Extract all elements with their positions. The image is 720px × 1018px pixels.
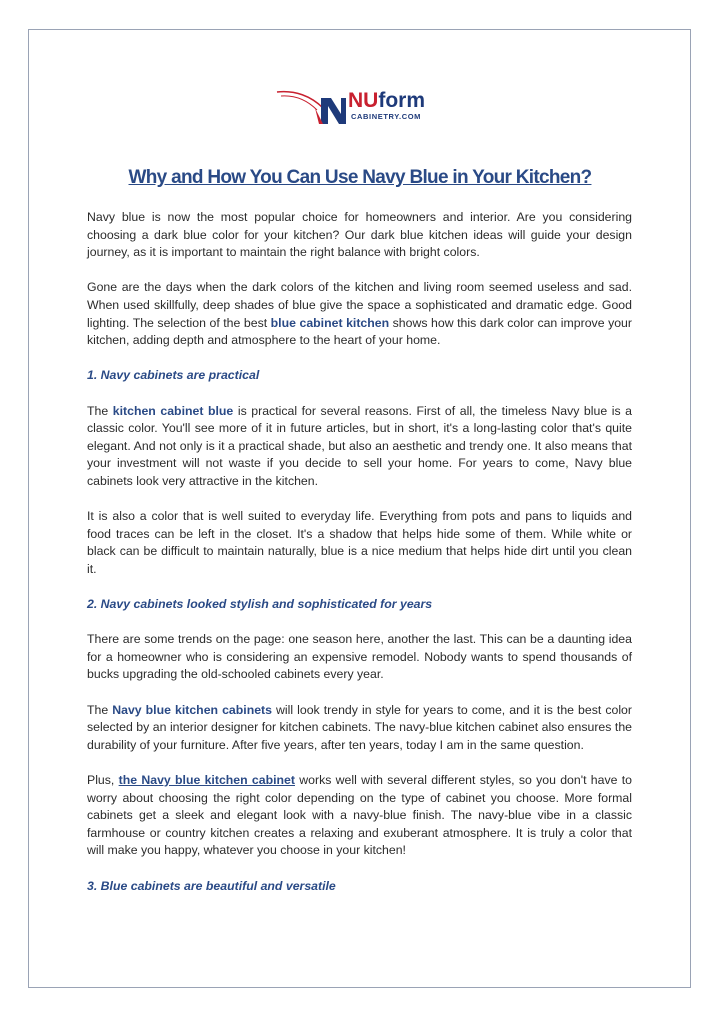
paragraph: It is also a color that is well suited to everyday life. Everything from pots and pans to liquids and food traces can be left in the closet. It's a shadow that helps hide some of them. While white or black can be difficult to maintain naturally, blue is a nice medium that helps hide dirt until you clean it. [87, 509, 632, 576]
paragraph: Navy blue is now the most popular choice for homeowners and interior. Are you considering choosing a dark blue color for your kitchen? Our dark blue kitchen ideas will guide your design journey, as it is important to maintain the right balance with bright colors. [87, 210, 632, 260]
logo-mark-icon [275, 88, 347, 128]
nuform-logo[interactable] [275, 88, 445, 128]
paragraph: The Navy blue kitchen cabinets will look trendy in style for years to come, and it is the best color selected by an interior designer for kitchen cabinets. The navy-blue kitchen cabinet also ensures the durability of your furniture. After five years, after ten years, today I am in the same question. [87, 702, 632, 752]
section-heading: 3. Blue cabinets are beautiful and versatile [87, 878, 336, 893]
keyword-link[interactable]: blue cabinet kitchen [270, 315, 390, 330]
section-heading: 1. Navy cabinets are practical [87, 368, 260, 383]
section-heading: 2. Navy cabinets looked stylish and sophisticated for years [87, 597, 433, 612]
paragraph: There are some trends on the page: one season here, another the last. This can be a daunting idea for a homeowner who is considering an expensive remodel. Nobody wants to spend thousands of bucks upgrading the old-schooled cabinets every year. [87, 632, 632, 682]
keyword-link[interactable]: the Navy blue kitchen cabinet [118, 773, 295, 787]
paragraph: Gone are the days when the dark colors of the kitchen and living room seemed useless and sad. When used skillfully, deep shades of blue give the space a sophisticated and dramatic edge. Good lighting. The selection of the best blue cabinet kitchen shows how this dark color can improve your kitchen, adding depth and atmosphere to the heart of your home. [87, 280, 632, 348]
paragraph: The kitchen cabinet blue is practical for several reasons. First of all, the timeless Navy blue is a classic color. You'll see more of it in future articles, but in short, it's a long-lasting color that's quite elegant. And not only is it a practical shade, but also an aesthetic and trendy one. It also means that your investment will not waste if you decide to sell your home. For years to come, Navy blue cabinets look very attractive in the kitchen. [87, 403, 633, 488]
logo-domain: CABINETRY.COM [351, 112, 422, 121]
paragraph: Plus, the Navy blue kitchen cabinet works well with several different styles, so you don't have to worry about choosing the right color depending on the type of cabinet you choose. More formal cabinets get a sleek and elegant look with a navy-blue finish. The navy-blue vibe in a classic farmhouse or country kitchen creates a relaxing and exuberant atmosphere. It is truly a color that will make you happy, whatever you choose in your kitchen! [87, 773, 632, 858]
logo-wordmark: NUform [348, 89, 426, 112]
article-body [87, 209, 632, 913]
page-title: Why and How You Can Use Navy Blue in Your Kitchen? [128, 167, 592, 188]
keyword-link[interactable]: kitchen cabinet blue [112, 403, 234, 418]
keyword-link[interactable]: Navy blue kitchen cabinets [112, 702, 272, 717]
